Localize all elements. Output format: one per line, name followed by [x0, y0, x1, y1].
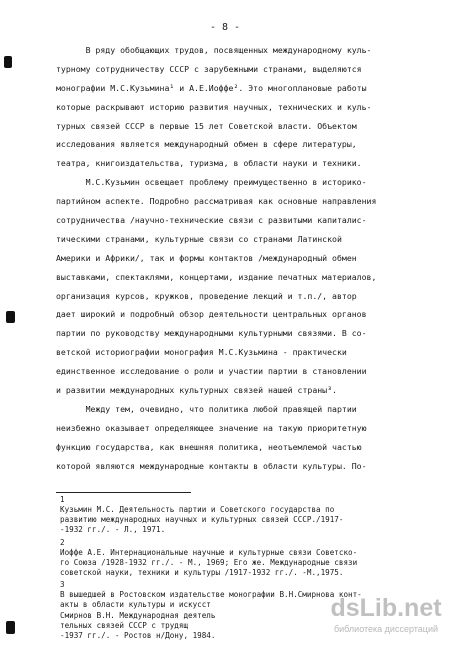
text-line: М.С.Кузьмин освещает проблему преимущественно в историко- — [56, 177, 367, 188]
text-line: ветской историографии монография М.С.Кузьмина - практически — [56, 347, 347, 358]
footnote — [60, 495, 390, 536]
scan-mark — [6, 621, 15, 634]
footnote-number: 1 — [60, 495, 65, 504]
footnote-divider — [56, 492, 191, 493]
text-line: партии по руководству международными культурными связями. В со- — [56, 328, 367, 339]
footnote — [60, 538, 390, 579]
text-line: которой являются международные контакты в области культуры. По- — [56, 460, 367, 471]
watermark-logo: dsLib.net — [330, 594, 442, 622]
footnote-line: -1937 гг./. - Ростов н/Дону, 1984. — [60, 630, 216, 640]
text-line: единственное исследование о роли и участии партии в становлении — [56, 366, 367, 377]
footnote-line: го Союза /1928-1932 гг./. - М., 1969; Его же. Международные связи — [60, 557, 358, 567]
scan-mark — [6, 311, 15, 323]
text-line: сотрудничества /научно-технические связи с развитыми капиталис- — [56, 215, 367, 226]
text-line: Между тем, очевидно, что политика любой правящей партии — [56, 403, 357, 414]
footnote-line: В вышедшей в Ростовском издательстве монографии В.Н.Смирнова конт- — [60, 590, 362, 600]
footnote-number: 3 — [60, 580, 65, 590]
footnote-line: тельных связей СССР с трудящ — [60, 620, 189, 630]
text-line: которые раскрывают историю развития научных, технических и куль- — [56, 101, 372, 112]
text-line: партийном аспекте. Подробно рассматривая как основные направления — [56, 196, 377, 207]
text-line: театра, книгоиздательства, туризма, в области науки и техники. — [56, 158, 362, 169]
text-line: тическими странами, культурные связи со странами Латинской — [56, 233, 342, 244]
footnote-line: Кузьмин М.С. Деятельность партии и Советского государства по — [60, 505, 335, 514]
footnote-line: Иоффе А.Е. Интернациональные научные и культурные связи Советско- — [60, 547, 358, 557]
footnote-line: Смирнов В.Н. Международная деятель — [60, 610, 216, 620]
text-line: организация курсов, кружков, проведение лекций и т.п./, автор — [56, 290, 357, 301]
scan-mark — [4, 56, 12, 68]
text-line: турных связей СССР в первые 15 лет Советской власти. Объектом — [56, 120, 357, 131]
footnote-line: -1932 гг./. - Л., 1971. — [60, 525, 166, 535]
footnote-number: 2 — [60, 537, 65, 547]
text-line: турному сотрудничеству СССР с зарубежными странами, выделяются — [56, 63, 362, 74]
watermark-subtitle: библиотека диссертаций — [333, 624, 438, 634]
text-line: функцию государства, как внешняя политика, неотъемлемой частью — [56, 441, 362, 452]
watermark — [326, 592, 446, 640]
text-line: дает широкий и подробный обзор деятельности центральных органов — [56, 309, 367, 320]
text-line: и развитии международных культурных связей нашей страны³. — [56, 385, 337, 396]
footnote-line: советской науки, техники и культуры /1917-1932 гг./. -М.,1975. — [60, 567, 344, 577]
text-line: В ряду обобщающих трудов, посвященных международному куль- — [56, 45, 372, 55]
text-line: исследования является международный обмен в сфере литературы, — [56, 139, 357, 150]
text-line: монографии М.С.Кузьмина¹ и А.Е.Иоффе². Это многоплановые работы — [56, 82, 367, 93]
page-number: - 8 - — [209, 22, 241, 33]
footnote-line: развитию международных научных и культурных связей СССР./1917- — [60, 515, 344, 525]
body-text — [56, 41, 426, 475]
text-line: выставками, спектаклями, концертами, издание печатных материалов, — [56, 271, 377, 282]
text-line: Америки и Африки/, так и формы контактов /международный обмен — [56, 252, 357, 263]
footnote-line: акты в области культуры и искусст — [60, 600, 211, 610]
text-line: неизбежно оказывает определяющее значение на такую приоритетную — [56, 422, 367, 433]
